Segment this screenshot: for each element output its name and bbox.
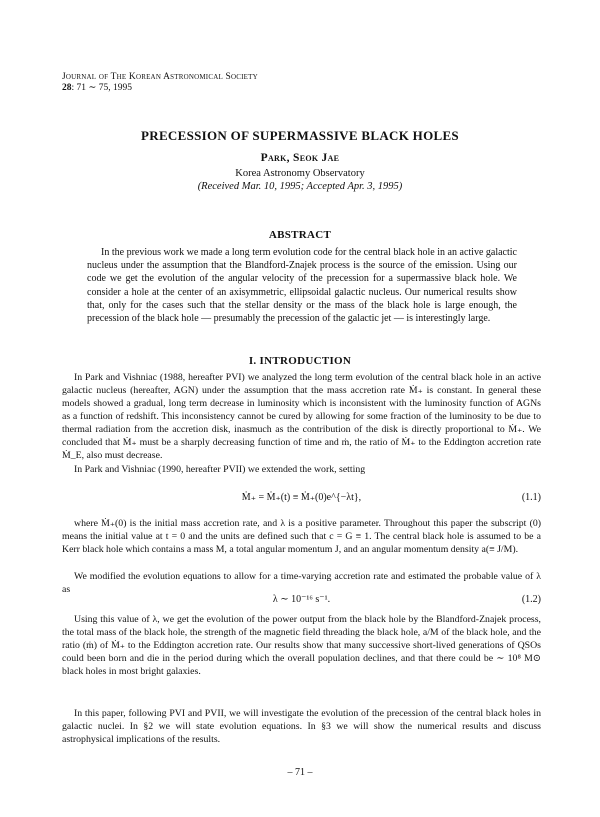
equation-1-1: [62, 492, 541, 506]
volume-number: 28: [62, 82, 72, 93]
received-dates: (Received Mar. 10, 1995; Accepted Apr. 3, 1995): [197, 181, 403, 192]
equation-1-2-body: λ ∼ 10⁻¹⁶ s⁻¹.: [272, 594, 331, 605]
journal-header: [62, 72, 258, 93]
journal-name: Journal of The Korean Astronomical Society: [62, 72, 258, 82]
intro-paragraph-5: Using this value of λ, we get the evolution of the power output from the black hole by the Blandford-Znajek process, the total mass of the black hole, the strength of the magnetic field threading the black hole, a/M of the black hole, and the ratio (ṁ) of Ṁ₊ to the Eddington accretion rate. Our results show that many successive short-lived generations of QSOs could been born and die in the period during which the overall population declines, and that there could be ∼ 10⁸ M⊙ black holes in most bright galaxies.: [62, 614, 541, 677]
author-name: Park, Seok Jae: [260, 152, 340, 164]
intro-paragraph-3: where Ṁ₊(0) is the initial mass accretion rate, and λ is a positive parameter. Throughout this paper the subscript (0) means the initial value at t = 0 and the units are defined such that c = G ≡ 1. The central black hole is assumed to be a Kerr black hole which contains a mass M, a total angular momentum J, and an angular momentum density a(≡ J/M).: [62, 518, 541, 555]
abstract-heading: ABSTRACT: [268, 229, 332, 241]
pages-year: : 71 ∼ 75, 1995: [71, 82, 132, 93]
journal-volume-line: [62, 83, 258, 94]
equation-1-2: [62, 594, 541, 608]
paper-title: PRECESSION OF SUPERMASSIVE BLACK HOLES: [141, 128, 459, 143]
intro-paragraph-1: In Park and Vishniac (1988, hereafter PVI) we analyzed the long term evolution of the central black hole in an active galactic nucleus (hereafter, AGN) under the assumption that the mass accretion rate Ṁ₊ is constant. In general these models showed a gradual, long term decrease in luminosity which is inconsistent with the luminosity function of AGNs as a function of redshift. This inconsistency cannot be cured by allowing for some fraction of the luminosity to be due to thermal radiation from the accretion disk, inasmuch as the contribution of the disk is directly proportional to Ṁ₊. We concluded that Ṁ₊ must be a sharply decreasing function of time and ṁ, the ratio of Ṁ₊ to the Eddington accretion rate Ṁ_E, also must decrease.: [62, 372, 541, 461]
page-number: – 71 –: [287, 767, 313, 778]
equation-1-1-body: Ṁ₊ = Ṁ₊(t) ≡ Ṁ₊(0)e^{−λt},: [241, 492, 362, 503]
section-heading-introduction: I. INTRODUCTION: [248, 355, 352, 367]
intro-paragraph-2: In Park and Vishniac (1990, hereafter PVII) we extended the work, setting: [74, 464, 366, 475]
intro-paragraph-6: In this paper, following PVI and PVII, we will investigate the evolution of the precession of the central black holes in galactic nuclei. In §2 we will state evolution equations. In §3 we will show the numerical results and discuss astrophysical implications of the results.: [62, 708, 541, 745]
abstract-text: In the previous work we made a long term evolution code for the central black hole in an active galactic nucleus under the assumption that the Blandford-Znajek process is the source of the emission. Using our code we get the evolution of the angular velocity of the precession for a supermassive black hole. We consider a hole at the center of an axisymmetric, ellipsoidal galactic nucleus. Our numerical results show that, only for the cases such that the stellar density or the mass of the black hole is large enough, the precession of the black hole — presumably the precession of the galactic jet — is interestingly large.: [87, 247, 517, 325]
intro-paragraph-4: We modified the evolution equations to allow for a time-varying accretion rate and estimated the probable value of λ as: [62, 571, 541, 595]
equation-1-2-number: (1.2): [521, 594, 541, 605]
equation-1-1-number: (1.1): [521, 492, 541, 503]
author-affiliation: Korea Astronomy Observatory: [235, 168, 365, 179]
